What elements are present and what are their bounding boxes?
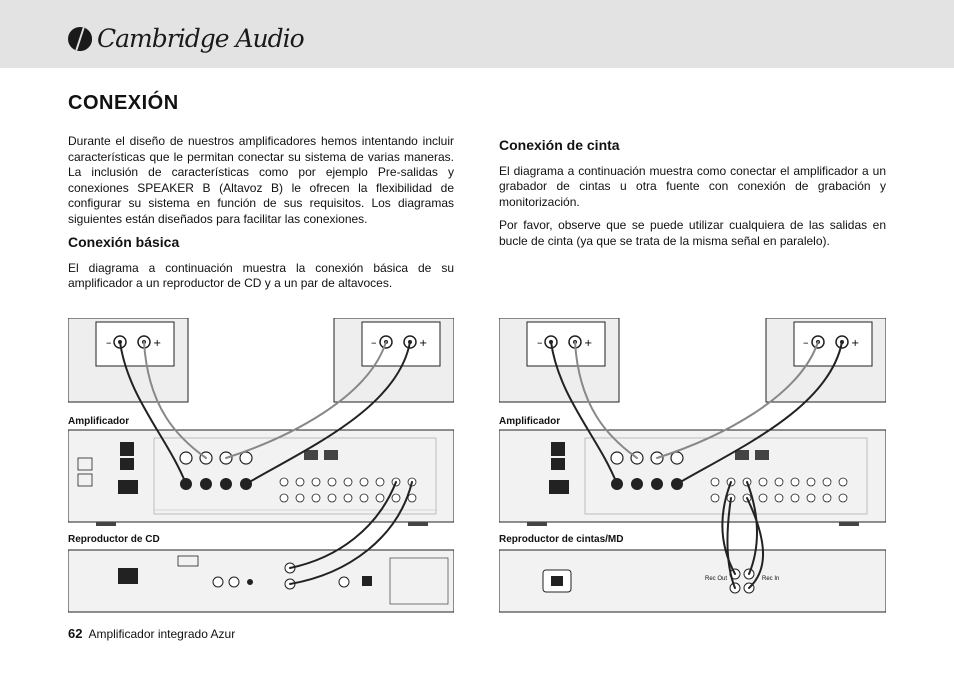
svg-text:+: + <box>419 338 428 349</box>
svg-text:–: – <box>537 336 543 349</box>
amplifier-label: Amplificador <box>499 416 561 427</box>
tape-connection-text-1: El diagrama a continuación muestra como conectar el amplificador a un grabador de cintas u otra fuente con conexión de grabación y monitorización. <box>499 163 886 209</box>
speaker-left <box>68 318 188 402</box>
tape-deck-label: Reproductor de cintas/MD <box>499 534 624 545</box>
page-title: CONEXIÓN <box>68 92 179 114</box>
page-footer <box>68 626 235 641</box>
amplifier-label: Amplificador <box>68 416 130 427</box>
cd-player-back-panel <box>68 550 454 612</box>
tape-deck-back-panel <box>499 550 886 612</box>
basic-connection-heading: Conexión básica <box>68 234 180 250</box>
speaker-left <box>499 318 619 402</box>
svg-text:–: – <box>803 336 809 349</box>
tape-connection-diagram <box>499 318 886 618</box>
tape-connection-text-2: Por favor, observe que se puede utilizar cualquiera de las salidas en bucle de cinta (ya que se trata de la misma señal en paralelo). <box>499 218 886 248</box>
intro-paragraph: Durante el diseño de nuestros amplificadores hemos intentando incluir características que le permitan conectar su sistema de varias maneras. La inclusión de características como por ejemplo Pre-salidas y conexiones SPEAKER B (Altavoz B) le ofrecen la flexibilidad de configurar su sistema en función de sus requisitos. Los diagramas siguientes están diseñados para facilitar las conexiones. <box>68 134 454 226</box>
svg-text:–: – <box>371 336 377 349</box>
basic-connection-text: El diagrama a continuación muestra la conexión básica de su amplificador a un reproductor de CD y a un par de altavoces. <box>68 260 454 290</box>
svg-text:+: + <box>851 338 860 349</box>
tape-connection-svg <box>499 318 886 618</box>
cd-player-label: Reproductor de CD <box>68 534 160 545</box>
brand-logo-icon <box>68 27 92 51</box>
rec-out-label: Rec Out <box>705 576 728 582</box>
basic-connection-svg <box>68 318 454 618</box>
left-column <box>68 134 454 300</box>
tape-connection-heading: Conexión de cinta <box>499 137 620 153</box>
basic-connection-diagram <box>68 318 454 618</box>
rec-in-label: Rec In <box>762 576 780 582</box>
page-number: 62 <box>68 626 83 641</box>
brand-name: Cambridge Audio <box>97 24 304 53</box>
header-band <box>0 0 954 68</box>
svg-text:–: – <box>106 336 112 349</box>
brand-logo <box>68 24 304 53</box>
svg-text:+: + <box>153 338 162 349</box>
footer-title: Amplificador integrado Azur <box>88 627 236 641</box>
right-column <box>499 134 886 257</box>
svg-text:+: + <box>584 338 593 349</box>
speaker-right <box>334 318 454 402</box>
